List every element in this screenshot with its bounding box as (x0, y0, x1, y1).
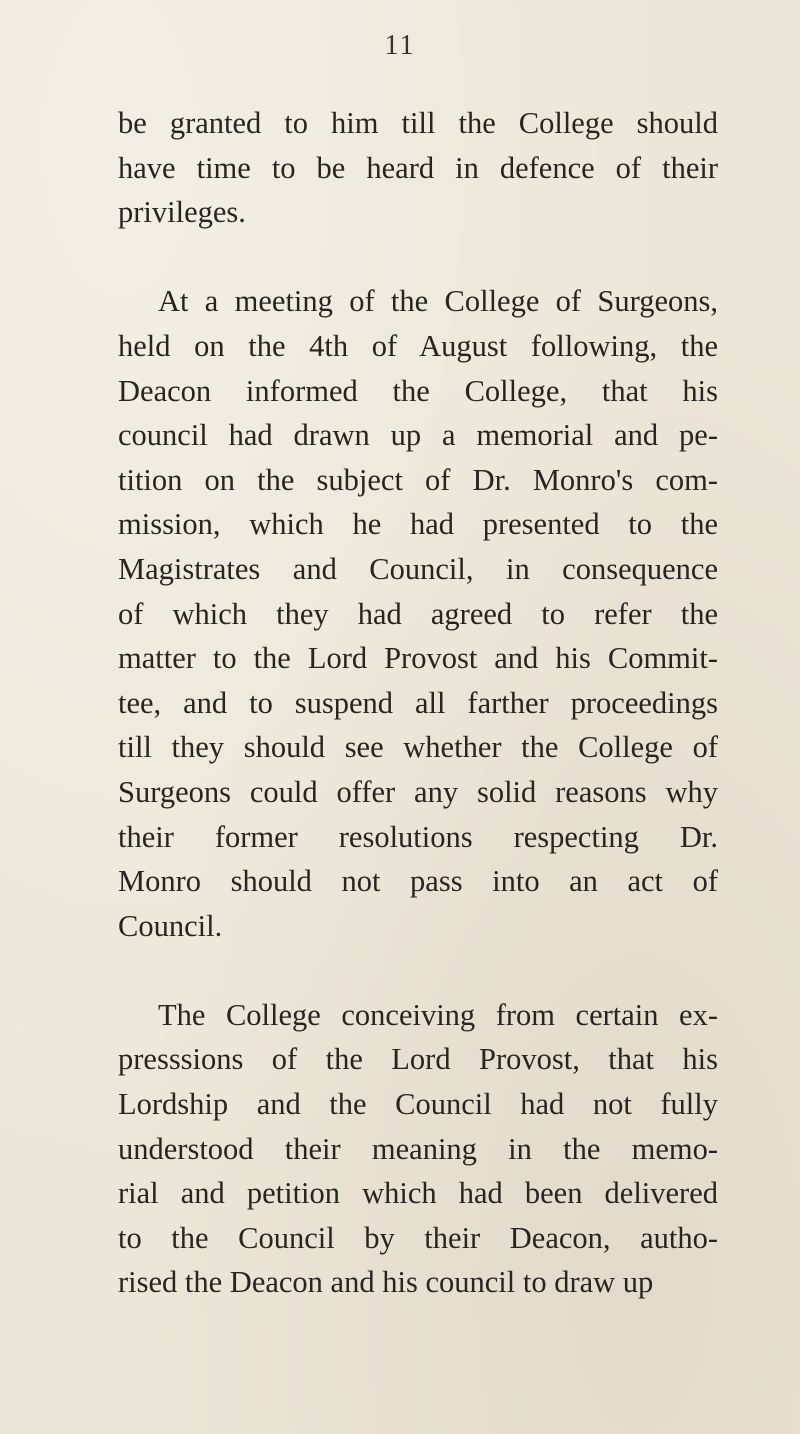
text-line: have time to be heard in defence of their (118, 150, 718, 185)
text-line: tition on the subject of Dr. Monro's com- (118, 462, 718, 497)
text-line: their former resolutions respecting Dr. (118, 819, 718, 854)
text-line: mission, which he had presented to the (118, 507, 718, 542)
text-line: tee, and to suspend all farther proceedings (118, 685, 718, 720)
paragraph-spacer (118, 235, 718, 280)
paragraph-3 (118, 993, 718, 1305)
text-line: understood their meaning in the memo- (118, 1131, 718, 1166)
text-line: of which they had agreed to refer the (118, 596, 718, 631)
paragraph-2 (118, 279, 718, 948)
text-line: Magistrates and Council, in consequence (118, 551, 718, 586)
text-line: Surgeons could offer any solid reasons why (118, 774, 718, 809)
text-line: matter to the Lord Provost and his Commit- (118, 641, 718, 676)
text-line: to the Council by their Deacon, autho- (118, 1220, 718, 1255)
text-line: presssions of the Lord Provost, that his (118, 1042, 718, 1077)
text-line: privileges. (118, 195, 246, 230)
text-line: At a meeting of the College of Surgeons, (158, 284, 718, 319)
paragraph-spacer (118, 948, 718, 993)
paragraph-1 (118, 101, 718, 235)
body-text (118, 101, 718, 1305)
text-line: Monro should not pass into an act of (118, 864, 718, 899)
text-line: rial and petition which had been delivered (118, 1176, 718, 1211)
text-line: The College conceiving from certain ex- (158, 997, 718, 1032)
text-line: held on the 4th of August following, the (118, 328, 718, 363)
text-line: rised the Deacon and his council to draw up (118, 1265, 654, 1300)
text-line: Lordship and the Council had not fully (118, 1087, 718, 1122)
text-line: Council. (118, 908, 223, 943)
text-line: be granted to him till the College should (118, 106, 718, 140)
text-line: Deacon informed the College, that his (118, 373, 718, 408)
text-line: till they should see whether the College of (118, 730, 718, 765)
page-number: 11 (384, 30, 416, 61)
text-line: council had drawn up a memorial and pe- (118, 418, 718, 453)
